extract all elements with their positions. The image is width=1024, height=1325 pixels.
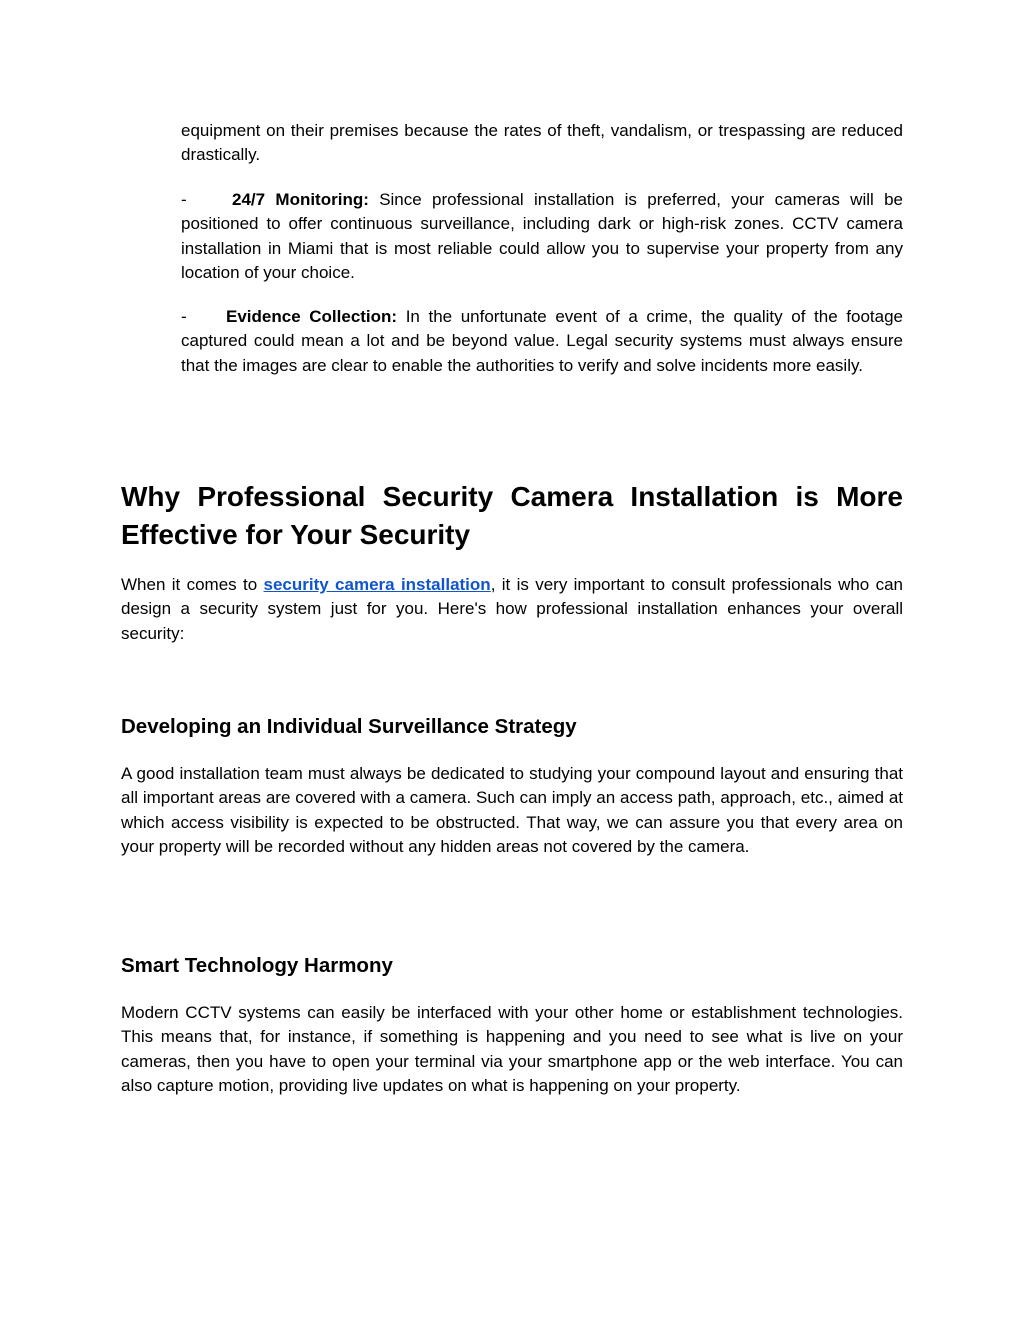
bullet-label: Evidence Collection: [226, 307, 398, 326]
section-heading-strategy: Developing an Individual Surveillance Strategy [121, 715, 577, 738]
main-heading: Why Professional Security Camera Installation is More Effective for Your Security [121, 481, 903, 550]
intro-text-before-link: When it comes to [121, 575, 264, 594]
bullet-item-monitoring [181, 188, 903, 286]
bullet-text: Since professional installation is preferred, your cameras will be positioned to offer continuous surveillance, including dark or high-risk zones. CCTV camera installation in Miami that is most reliable could allow you to supervise your property from any location of your choice. [181, 190, 903, 283]
bullet-dash: - [181, 190, 187, 209]
intro-text-after-link: , it is very important to consult professionals who can design a security system just for you. Here's how professional installation enhances your overall security: [121, 575, 903, 643]
section-body-smart-technology: Modern CCTV systems can easily be interfaced with your other home or establishment technologies. This means that, for instance, if something is happening and you need to see what is live on your cameras, then you have to open your terminal via your smartphone app or the web interface. You can also capture motion, providing live updates on what is happening on your property. [121, 1003, 903, 1096]
section-heading-smart-technology: Smart Technology Harmony [121, 954, 393, 977]
section-body-strategy: A good installation team must always be dedicated to studying your compound layout and ensuring that all important areas are covered with a camera. Such can imply an access path, approach, etc., aimed at which access visibility is expected to be obstructed. That way, we can assure you that every area on your property will be recorded without any hidden areas not covered by the camera. [121, 764, 903, 857]
bullet-dash: - [181, 307, 187, 326]
intro-paragraph [121, 573, 903, 646]
security-camera-installation-link[interactable]: security camera installation [263, 575, 491, 594]
bullet-label: 24/7 Monitoring: [232, 190, 369, 209]
bullet-text: In the unfortunate event of a crime, the quality of the footage captured could mean a lot and be beyond value. Legal security systems must always ensure that the images are clear to enable the authorities to verify and solve incidents more easily. [181, 307, 903, 375]
bullet-item-evidence [181, 305, 903, 378]
intro-continuation-paragraph: equipment on their premises because the rates of theft, vandalism, or trespassing are reduced drastically. [181, 121, 903, 165]
